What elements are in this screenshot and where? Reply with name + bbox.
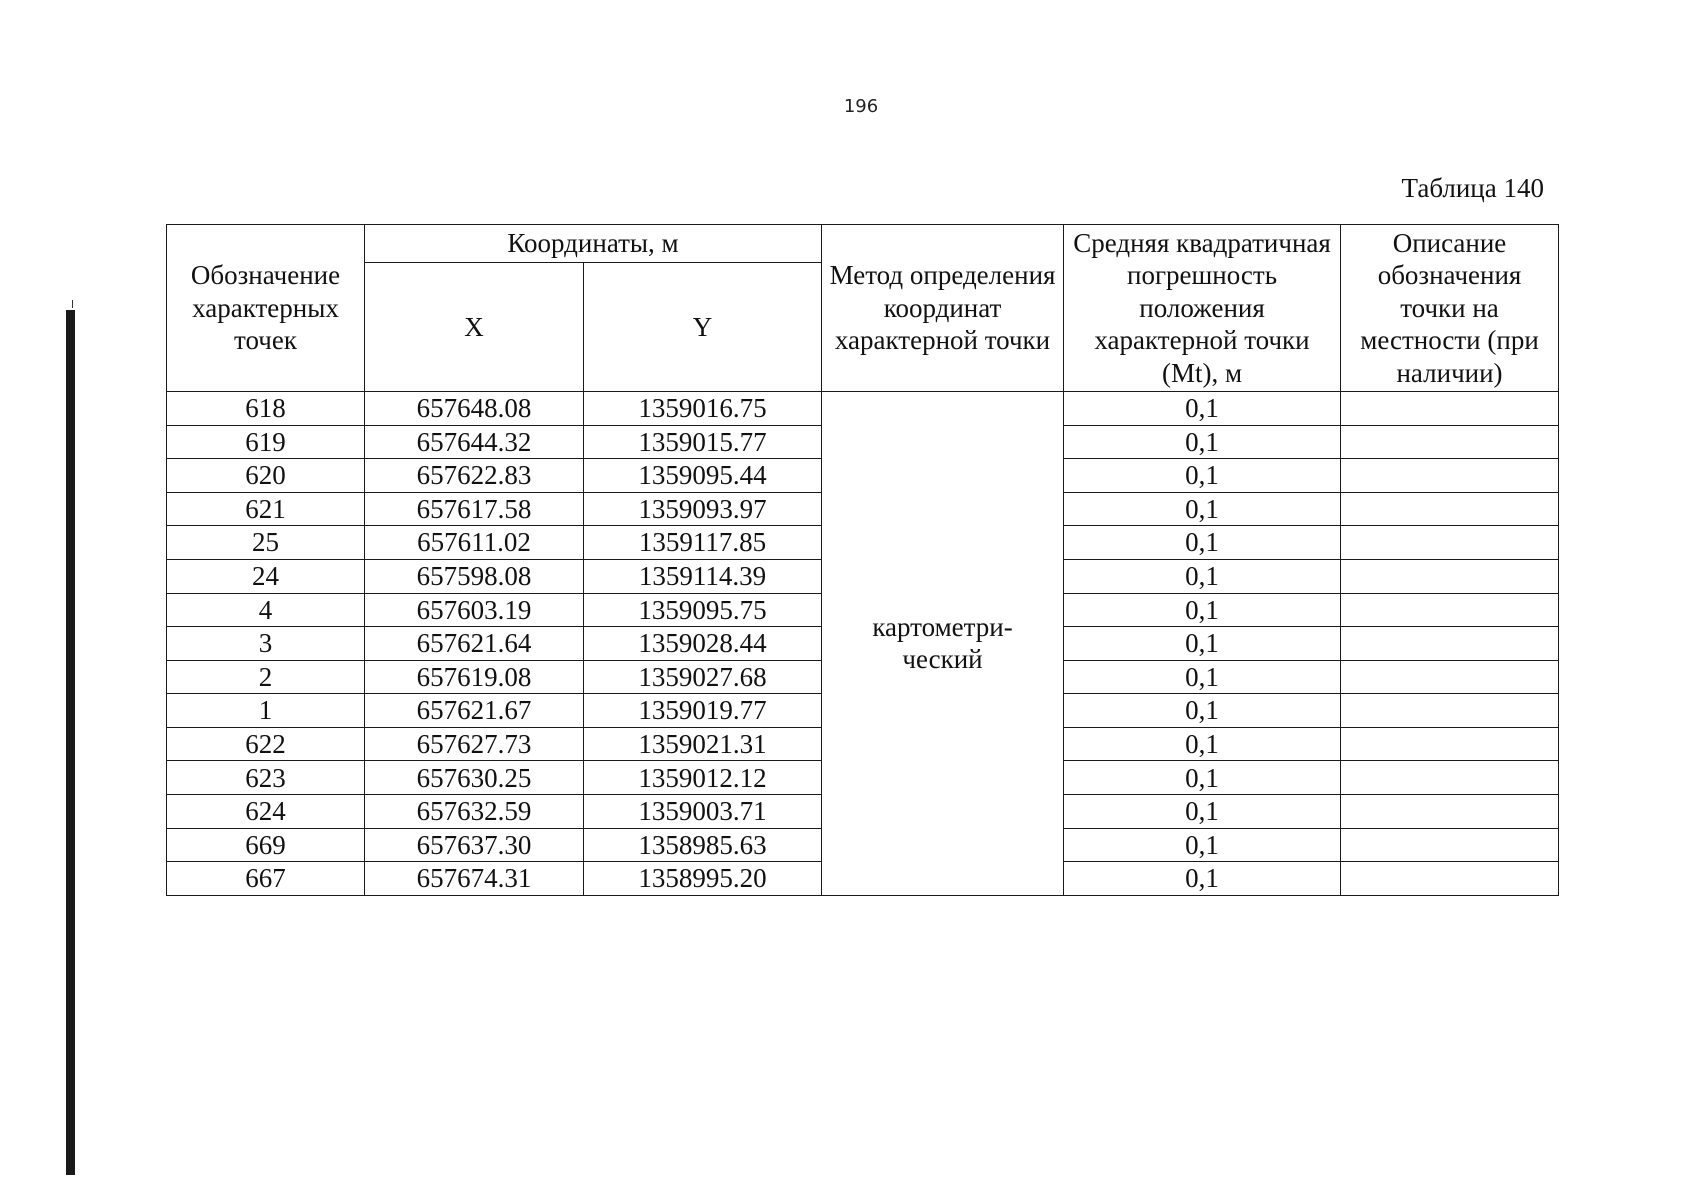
cell-description: [1341, 425, 1559, 459]
cell-description: [1341, 391, 1559, 425]
cell-point: 2: [167, 660, 365, 694]
cell-y: 1358985.63: [584, 828, 822, 862]
cell-y: 1359028.44: [584, 627, 822, 661]
method-text: картометри- ческий: [872, 612, 1013, 675]
cell-x: 657611.02: [365, 526, 584, 560]
cell-y: 1358995.20: [584, 862, 822, 896]
cell-point: 618: [167, 391, 365, 425]
cell-point: 620: [167, 459, 365, 493]
cell-mt: 0,1: [1064, 694, 1341, 728]
header-x: X: [365, 262, 584, 391]
cell-y: 1359117.85: [584, 526, 822, 560]
cell-y: 1359012.12: [584, 761, 822, 795]
cell-y: 1359093.97: [584, 492, 822, 526]
cell-x: 657630.25: [365, 761, 584, 795]
cell-point: 622: [167, 727, 365, 761]
cell-description: [1341, 526, 1559, 560]
cell-x: 657674.31: [365, 862, 584, 896]
cell-point: 624: [167, 795, 365, 829]
cell-x: 657648.08: [365, 391, 584, 425]
cell-point: 623: [167, 761, 365, 795]
cell-mt: 0,1: [1064, 727, 1341, 761]
cell-x: 657598.08: [365, 559, 584, 593]
cell-point: 619: [167, 425, 365, 459]
cell-description: [1341, 694, 1559, 728]
cell-x: 657619.08: [365, 660, 584, 694]
page-number: 196: [843, 96, 879, 117]
cell-mt: 0,1: [1064, 391, 1341, 425]
cell-y: 1359021.31: [584, 727, 822, 761]
cell-description: [1341, 459, 1559, 493]
cell-x: 657621.67: [365, 694, 584, 728]
table-caption: Таблица 140: [1401, 173, 1544, 203]
cell-x: 657627.73: [365, 727, 584, 761]
cell-mt: 0,1: [1064, 761, 1341, 795]
cell-mt: 0,1: [1064, 526, 1341, 560]
cell-mt: 0,1: [1064, 828, 1341, 862]
header-coordinates-group: Координаты, м: [365, 225, 822, 263]
cell-method: [822, 391, 1064, 895]
cell-mt: 0,1: [1064, 627, 1341, 661]
header-point-designation: Обозначение характерных точек: [167, 225, 365, 392]
cell-description: [1341, 660, 1559, 694]
cell-y: 1359095.44: [584, 459, 822, 493]
cell-mt: 0,1: [1064, 425, 1341, 459]
coordinates-table: [166, 224, 1559, 896]
cell-mt: 0,1: [1064, 795, 1341, 829]
cell-y: 1359095.75: [584, 593, 822, 627]
cell-mt: 0,1: [1064, 459, 1341, 493]
cell-description: [1341, 593, 1559, 627]
scan-margin-tick: [72, 300, 73, 308]
cell-y: 1359019.77: [584, 694, 822, 728]
cell-y: 1359027.68: [584, 660, 822, 694]
table-body: [167, 391, 1559, 895]
cell-mt: 0,1: [1064, 862, 1341, 896]
cell-description: [1341, 761, 1559, 795]
cell-y: 1359016.75: [584, 391, 822, 425]
cell-mt: 0,1: [1064, 660, 1341, 694]
cell-point: 25: [167, 526, 365, 560]
cell-description: [1341, 727, 1559, 761]
cell-point: 1: [167, 694, 365, 728]
cell-point: 3: [167, 627, 365, 661]
cell-point: 621: [167, 492, 365, 526]
header-description: Описание обозначения точки на местности (при наличии): [1341, 225, 1559, 392]
cell-mt: 0,1: [1064, 559, 1341, 593]
cell-x: 657603.19: [365, 593, 584, 627]
table-row: [167, 391, 1559, 425]
cell-point: 24: [167, 559, 365, 593]
cell-description: [1341, 795, 1559, 829]
cell-mt: 0,1: [1064, 492, 1341, 526]
cell-description: [1341, 492, 1559, 526]
cell-description: [1341, 828, 1559, 862]
cell-y: 1359114.39: [584, 559, 822, 593]
cell-point: 667: [167, 862, 365, 896]
header-method: Метод определения координат характерной точки: [822, 225, 1064, 392]
cell-y: 1359015.77: [584, 425, 822, 459]
header-y: Y: [584, 262, 822, 391]
cell-mt: 0,1: [1064, 593, 1341, 627]
cell-x: 657621.64: [365, 627, 584, 661]
cell-y: 1359003.71: [584, 795, 822, 829]
cell-x: 657644.32: [365, 425, 584, 459]
cell-x: 657622.83: [365, 459, 584, 493]
cell-description: [1341, 862, 1559, 896]
cell-point: 669: [167, 828, 365, 862]
cell-point: 4: [167, 593, 365, 627]
cell-x: 657637.30: [365, 828, 584, 862]
cell-description: [1341, 559, 1559, 593]
header-rms-error: Средняя квадратичная погрешность положения характерной точки (Mt), м: [1064, 225, 1341, 392]
cell-x: 657617.58: [365, 492, 584, 526]
cell-x: 657632.59: [365, 795, 584, 829]
scan-margin-bar: [66, 310, 75, 1175]
cell-description: [1341, 627, 1559, 661]
